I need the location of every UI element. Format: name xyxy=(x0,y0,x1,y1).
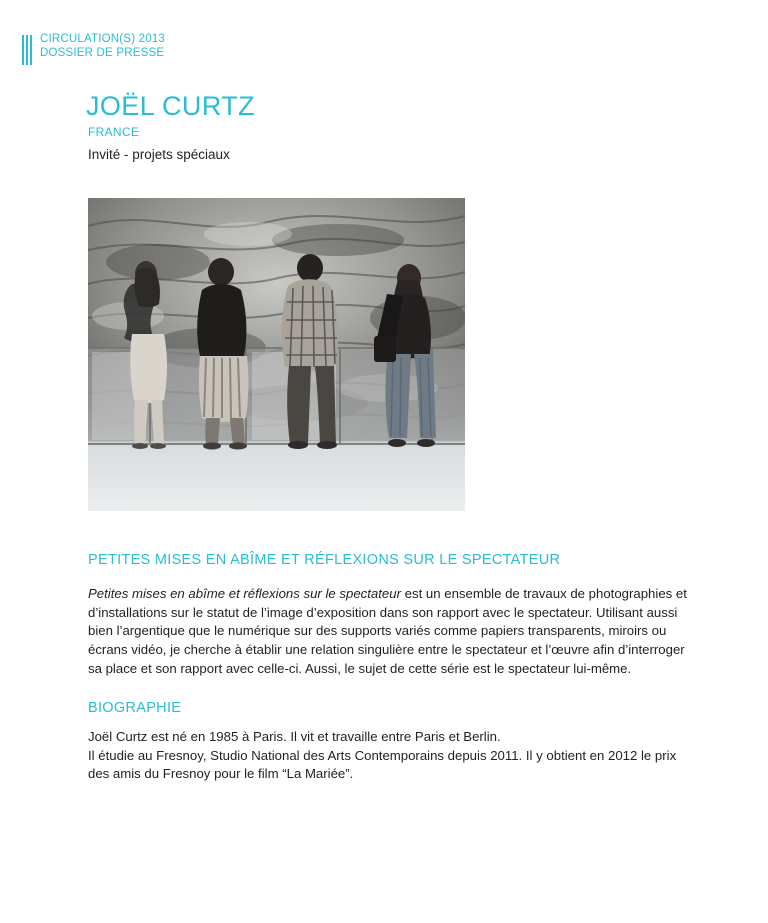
header-bars-icon xyxy=(22,33,32,65)
artist-country: FRANCE xyxy=(88,124,140,139)
artwork-photo xyxy=(88,198,465,511)
document-header xyxy=(22,33,165,65)
artist-title-block xyxy=(86,92,255,162)
artist-role: Invité - projets spéciaux xyxy=(88,146,230,162)
biography-heading: BIOGRAPHIE xyxy=(88,700,182,716)
header-text xyxy=(40,33,165,60)
project-title-italic: Petites mises en abîme et réflexions sur le spectateur xyxy=(88,586,401,601)
biography-line-2: Il étudie au Fresnoy, Studio National des Arts Contemporains depuis 2011. Il y obtient en 2012 le prix des amis du Fresnoy pour le film “La Mariée”. xyxy=(88,747,677,782)
project-description xyxy=(88,585,693,679)
biography-line-1: Joël Curtz est né en 1985 à Paris. Il vit et travaille entre Paris et Berlin. xyxy=(88,729,501,744)
artist-name: JOËL CURTZ xyxy=(86,91,256,121)
header-title-line2: DOSSIER DE PRESSE xyxy=(40,46,165,59)
header-title-line1: CIRCULATION(S) 2013 xyxy=(40,33,166,45)
biography-text xyxy=(88,728,693,784)
project-body-rest: est un ensemble de travaux de photographies et d’installations sur le statut de l’image d’exposition dans son rapport avec le spectateur. Utilisant aussi bien l’argentique que le numérique sur des supports variés comme papiers transparents, miroirs ou écrans vidéo, je cherche à établir une relation singulière entre le spectateur et l’œuvre afin d’interroger sa place et son rapport avec celle-ci. Aussi, le sujet de cette série est le spectateur lui-même. xyxy=(88,586,687,676)
project-heading: PETITES MISES EN ABÎME ET RÉFLEXIONS SUR LE SPECTATEUR xyxy=(88,552,561,568)
